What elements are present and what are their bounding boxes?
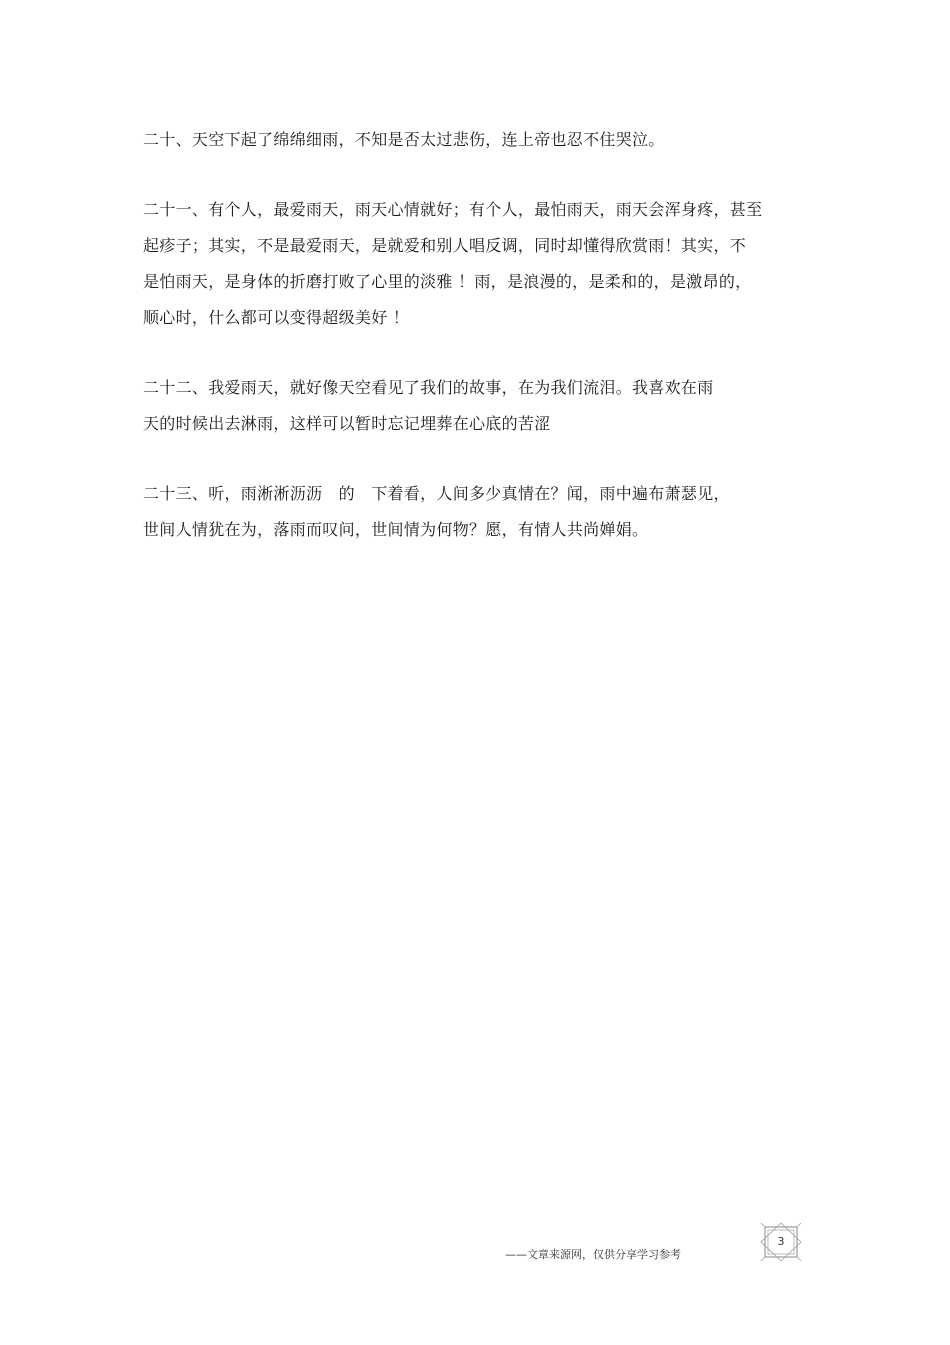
footer-source-note: ——文章来源网，仅供分享学习参考 bbox=[505, 1248, 681, 1261]
paragraph-line: 天的时候出去淋雨，这样可以暂时忘记埋葬在心底的苦涩 bbox=[143, 414, 551, 433]
document-body bbox=[143, 122, 813, 582]
paragraph-line: 二十、天空下起了绵绵细雨，不知是否太过悲伤，连上帝也忍不住哭泣。 bbox=[143, 130, 665, 149]
paragraph-23 bbox=[143, 476, 813, 548]
paragraph-line: 二十二、我爱雨天，就好像天空看见了我们的故事，在为我们流泪。我喜欢在雨 bbox=[143, 378, 714, 397]
page-number: 3 bbox=[777, 1235, 785, 1248]
paragraph-line: 二十三、听，雨淅淅沥沥 的 下着看，人间多少真情在？闻，雨中遍布萧瑟见， bbox=[143, 484, 730, 503]
paragraph-line: 是怕雨天，是身体的折磨打败了心里的淡雅 ！雨，是浪漫的，是柔和的，是激昂的， bbox=[143, 272, 752, 291]
page-number-badge bbox=[759, 1222, 803, 1262]
paragraph-line: 二十一、有个人，最爱雨天，雨天心情就好；有个人，最怕雨天，雨天会浑身疼，甚至 bbox=[143, 200, 763, 219]
paragraph-20 bbox=[143, 122, 813, 158]
paragraph-line: 世间人情犹在为，落雨而叹问，世间情为何物？愿，有情人共尚婵娟。 bbox=[143, 520, 649, 539]
paragraph-line: 起疹子；其实，不是最爱雨天，是就爱和别人唱反调，同时却懂得欣赏雨！其实，不 bbox=[143, 236, 747, 255]
paragraph-22 bbox=[143, 370, 813, 442]
paragraph-21 bbox=[143, 192, 813, 336]
paragraph-line: 顺心时，什么都可以变得超级美好 ！ bbox=[143, 308, 410, 327]
